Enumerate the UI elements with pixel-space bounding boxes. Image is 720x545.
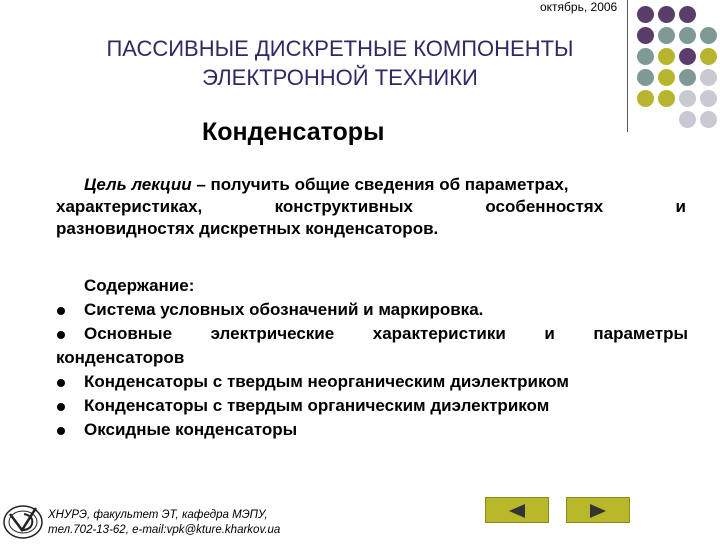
list-item-text: Оксидные конденсаторы [84,420,298,439]
list-item-line-2: конденсаторов [56,348,185,367]
title-line-2: ЭЛЕКТРОННОЙ ТЕХНИКИ [202,65,478,90]
list-item-text: Конденсаторы с твердым органическим диэлектриком [84,396,550,415]
bullet-icon [57,307,65,315]
title-line-1: ПАССИВНЫЕ ДИСКРЕТНЫЕ КОМПОНЕНТЫ [106,36,574,61]
goal-line-3: разновидностях дискретных конденсаторов. [56,219,439,238]
dot [658,6,675,23]
footer-line-2: тел.702-13-62, e-mail:vpk@kture.kharkov.ua [48,524,281,536]
list-item-text: Конденсаторы с твердым неорганическим диэлектриком [84,372,570,391]
contents-heading: Содержание: [84,276,195,295]
footer-contacts [48,508,280,538]
goal-word: и [675,197,686,216]
dot [658,27,675,44]
dot [658,69,675,86]
bullet-icon [57,403,65,411]
goal-lead: Цель лекции [84,175,192,194]
triangle-left-icon [508,503,526,519]
list-item-line-1 [84,322,688,346]
dot [637,90,654,107]
dot [700,48,717,65]
list-item-word: и [544,324,555,343]
dot [679,27,696,44]
date-label: октябрь, 2006 [540,0,618,14]
bullet-icon [57,427,65,435]
list-item-word: характеристики [372,324,506,343]
dot [679,6,696,23]
list-item [56,418,688,442]
subtitle: Конденсаторы [202,118,385,146]
list-item [56,394,688,418]
previous-slide-button[interactable] [485,497,549,523]
list-item-text [56,322,688,370]
next-slide-button[interactable] [566,497,630,523]
goal-word: конструктивных [274,197,413,216]
page-title [40,34,640,92]
dot [658,90,675,107]
dot [700,90,717,107]
goal-line-1 [56,174,686,196]
bullet-icon [57,331,65,339]
goal-word: характеристиках, [56,197,203,216]
dot [679,90,696,107]
dot [658,48,675,65]
footer-line-1: ХНУРЭ, факультет ЭТ, кафедра МЭПУ, [48,509,268,521]
dot [700,27,717,44]
dot [679,111,696,128]
list-item [56,322,688,370]
decorative-dots [634,6,720,146]
list-item-word: электрические [210,324,335,343]
dot [679,48,696,65]
goal-word: особенностях [485,197,604,216]
dot [679,69,696,86]
dot [637,6,654,23]
contents-list [56,274,688,442]
kture-logo-icon [2,500,46,540]
lecture-goal [56,174,686,240]
goal-line-1-rest: – получить общие сведения об параметрах, [191,175,569,194]
dot [700,69,717,86]
triangle-right-icon [589,503,607,519]
goal-line-2 [56,196,686,218]
list-item-word: параметры [593,324,688,343]
bullet-icon [57,379,65,387]
list-item [56,370,688,394]
dot [700,111,717,128]
list-item [56,298,688,322]
list-item-word: Основные [84,324,173,343]
list-item-text: Система условных обозначений и маркировка. [84,300,484,319]
